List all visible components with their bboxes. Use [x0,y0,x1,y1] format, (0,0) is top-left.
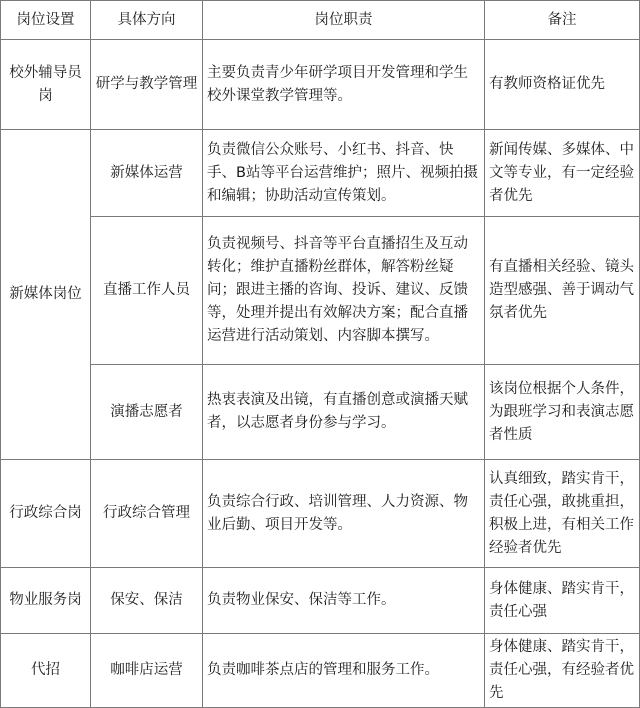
table-row [1,40,640,130]
position-cell: 校外辅导员岗 [1,40,91,130]
position-cell: 物业服务岗 [1,568,91,634]
duty-cell: 主要负责青少年研学项目开发管理和学生校外课堂教学管理等。 [203,40,485,130]
direction-cell: 行政综合管理 [91,460,203,568]
duty-cell: 热衷表演及出镜，有直播创意或演播天赋者，以志愿者身份参与学习。 [203,365,485,460]
table-row [1,365,640,460]
header-direction: 具体方向 [91,1,203,40]
duty-cell: 负责微信公众账号、小红书、抖音、快手、B站等平台运营维护；照片、视频拍摄和编辑；协助活动宣传策划。 [203,130,485,217]
note-cell: 身体健康、踏实肯干，责任心强，有经验者优先 [485,634,640,708]
direction-cell: 新媒体运营 [91,130,203,217]
duty-cell: 负责视频号、抖音等平台直播招生及互动转化；维护直播粉丝群体，解答粉丝疑问；跟进主播的咨询、投诉、建议、反馈等，处理并提出有效解决方案；配合直播运营进行活动策划、内容脚本撰写。 [203,217,485,365]
duty-cell: 负责咖啡茶点店的管理和服务工作。 [203,634,485,708]
table-header-row [1,1,640,40]
header-note: 备注 [485,1,640,40]
note-cell: 认真细致，踏实肯干，责任心强，敢挑重担，积极上进，有相关工作经验者优先 [485,460,640,568]
table-row [1,217,640,365]
header-duty: 岗位职责 [203,1,485,40]
note-cell: 新闻传媒、多媒体、中文等专业，有一定经验者优先 [485,130,640,217]
table-row [1,568,640,634]
direction-cell: 演播志愿者 [91,365,203,460]
note-cell: 有教师资格证优先 [485,40,640,130]
note-cell: 该岗位根据个人条件，为跟班学习和表演志愿者性质 [485,365,640,460]
note-cell: 有直播相关经验、镜头造型感强、善于调动气氛者优先 [485,217,640,365]
direction-cell: 咖啡店运营 [91,634,203,708]
position-cell: 代招 [1,634,91,708]
table-row [1,130,640,217]
duty-cell: 负责综合行政、培训管理、人力资源、物业后勤、项目开发等。 [203,460,485,568]
position-cell: 新媒体岗位 [1,130,91,460]
direction-cell: 研学与教学管理 [91,40,203,130]
note-cell: 身体健康、踏实肯干，责任心强 [485,568,640,634]
position-cell: 行政综合岗 [1,460,91,568]
table-row [1,460,640,568]
duty-cell: 负责物业保安、保洁等工作。 [203,568,485,634]
table-row [1,634,640,708]
direction-cell: 直播工作人员 [91,217,203,365]
direction-cell: 保安、保洁 [91,568,203,634]
header-position: 岗位设置 [1,1,91,40]
